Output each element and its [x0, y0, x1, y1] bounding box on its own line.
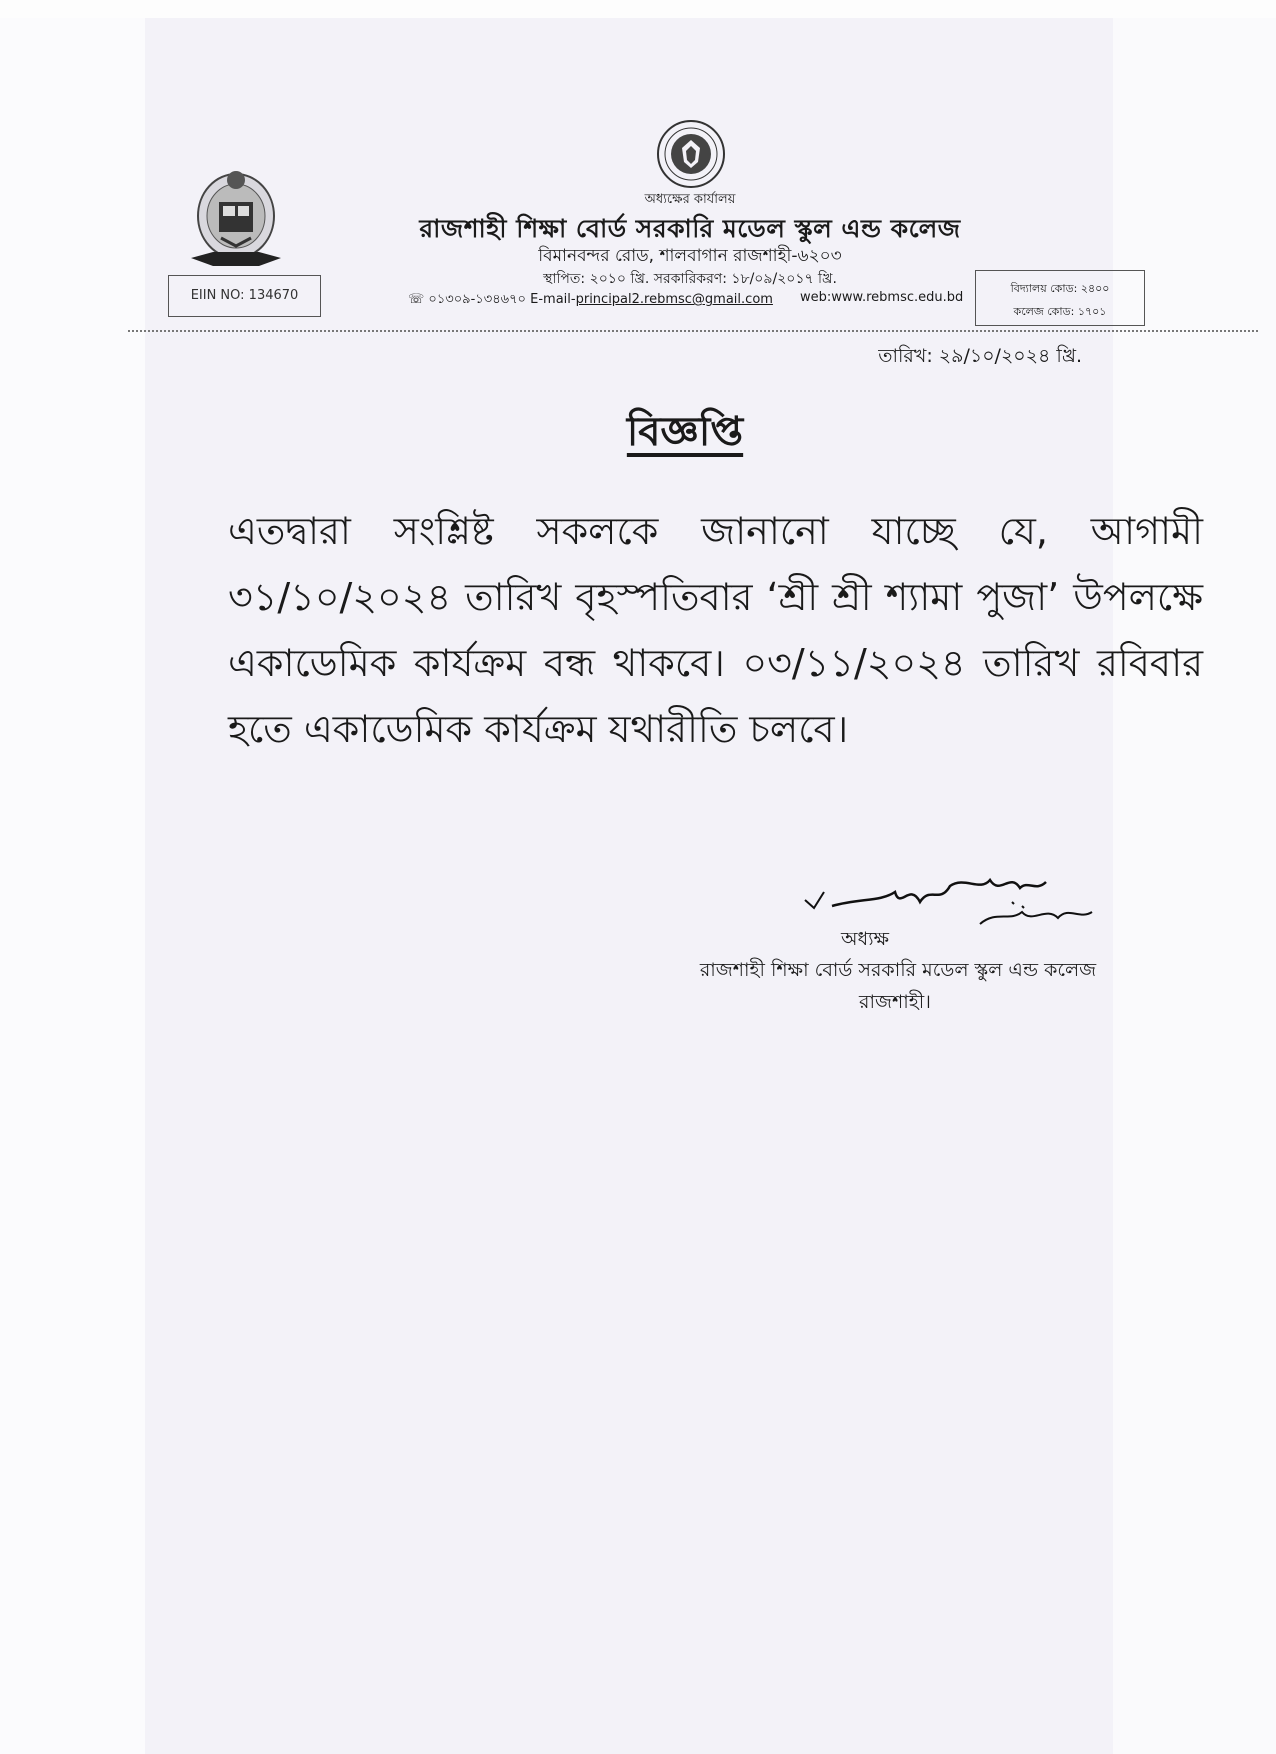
signatory-city: রাজশাহী। — [859, 991, 931, 1013]
contact-line — [408, 290, 773, 311]
phone-number: ০১৩০৯-১৩৪৬৭০ — [428, 292, 526, 307]
notice-body: এতদ্বারা সংশ্লিষ্ট সকলকে জানানো যাচ্ছে যে, আগামী ৩১/১০/২০২৪ তারিখ বৃহস্পতিবার ‘শ্রী শ্রী শ্যামা পুজা’ উপলক্ষে একাডেমিক কার্যক্রম বন্ধ থাকবে। ০৩/১১/২০২৪ তারিখ রবিবার হতে একাডেমিক কার্যক্রম যথারীতি চলবে। — [228, 509, 1203, 751]
signatory-institution: রাজশাহী শিক্ষা বোর্ড সরকারি মডেল স্কুল এন্ড কলেজ — [699, 959, 1097, 981]
scan-margin-right — [1113, 0, 1276, 1754]
phone-icon: ☏ — [408, 292, 429, 307]
email-label: E-mail- — [530, 292, 576, 307]
office-label: অধ্যক্ষের কার্যালয় — [644, 192, 736, 207]
school-code: বিদ্যালয় কোড: ২৪০০ — [1010, 282, 1110, 295]
notice-title: বিজ্ঞপ্তি — [626, 409, 744, 455]
institution-codes-box — [975, 270, 1145, 326]
header-divider — [128, 330, 1258, 332]
institution-address: বিমানবন্দর রোড, শালবাগান রাজশাহী-৬২০৩ — [538, 246, 842, 266]
eiin-box — [168, 275, 321, 317]
institution-crest-icon — [183, 160, 289, 276]
notice-date: তারিখ: ২৯/১০/২০২৪ খ্রি. — [878, 345, 1082, 367]
college-code: কলেজ কোড: ১৭০১ — [1013, 305, 1107, 318]
email-address: principal2.rebmsc@gmail.com — [575, 292, 773, 307]
eiin-number: EIIN NO: 134670 — [190, 288, 299, 303]
government-emblem-icon — [655, 118, 727, 190]
institution-name: রাজশাহী শিক্ষা বোর্ড সরকারি মডেল স্কুল এন্ড কলেজ — [419, 214, 961, 243]
scan-top-edge — [0, 0, 1276, 18]
scan-margin-left — [0, 0, 145, 1754]
website: web:www.rebmsc.edu.bd — [800, 290, 964, 305]
signatory-title: অধ্যক্ষ — [840, 928, 889, 950]
established-info: স্থাপিত: ২০১০ খ্রি. সরকারিকরণ: ১৮/০৯/২০১৭ খ্রি. — [543, 271, 837, 287]
